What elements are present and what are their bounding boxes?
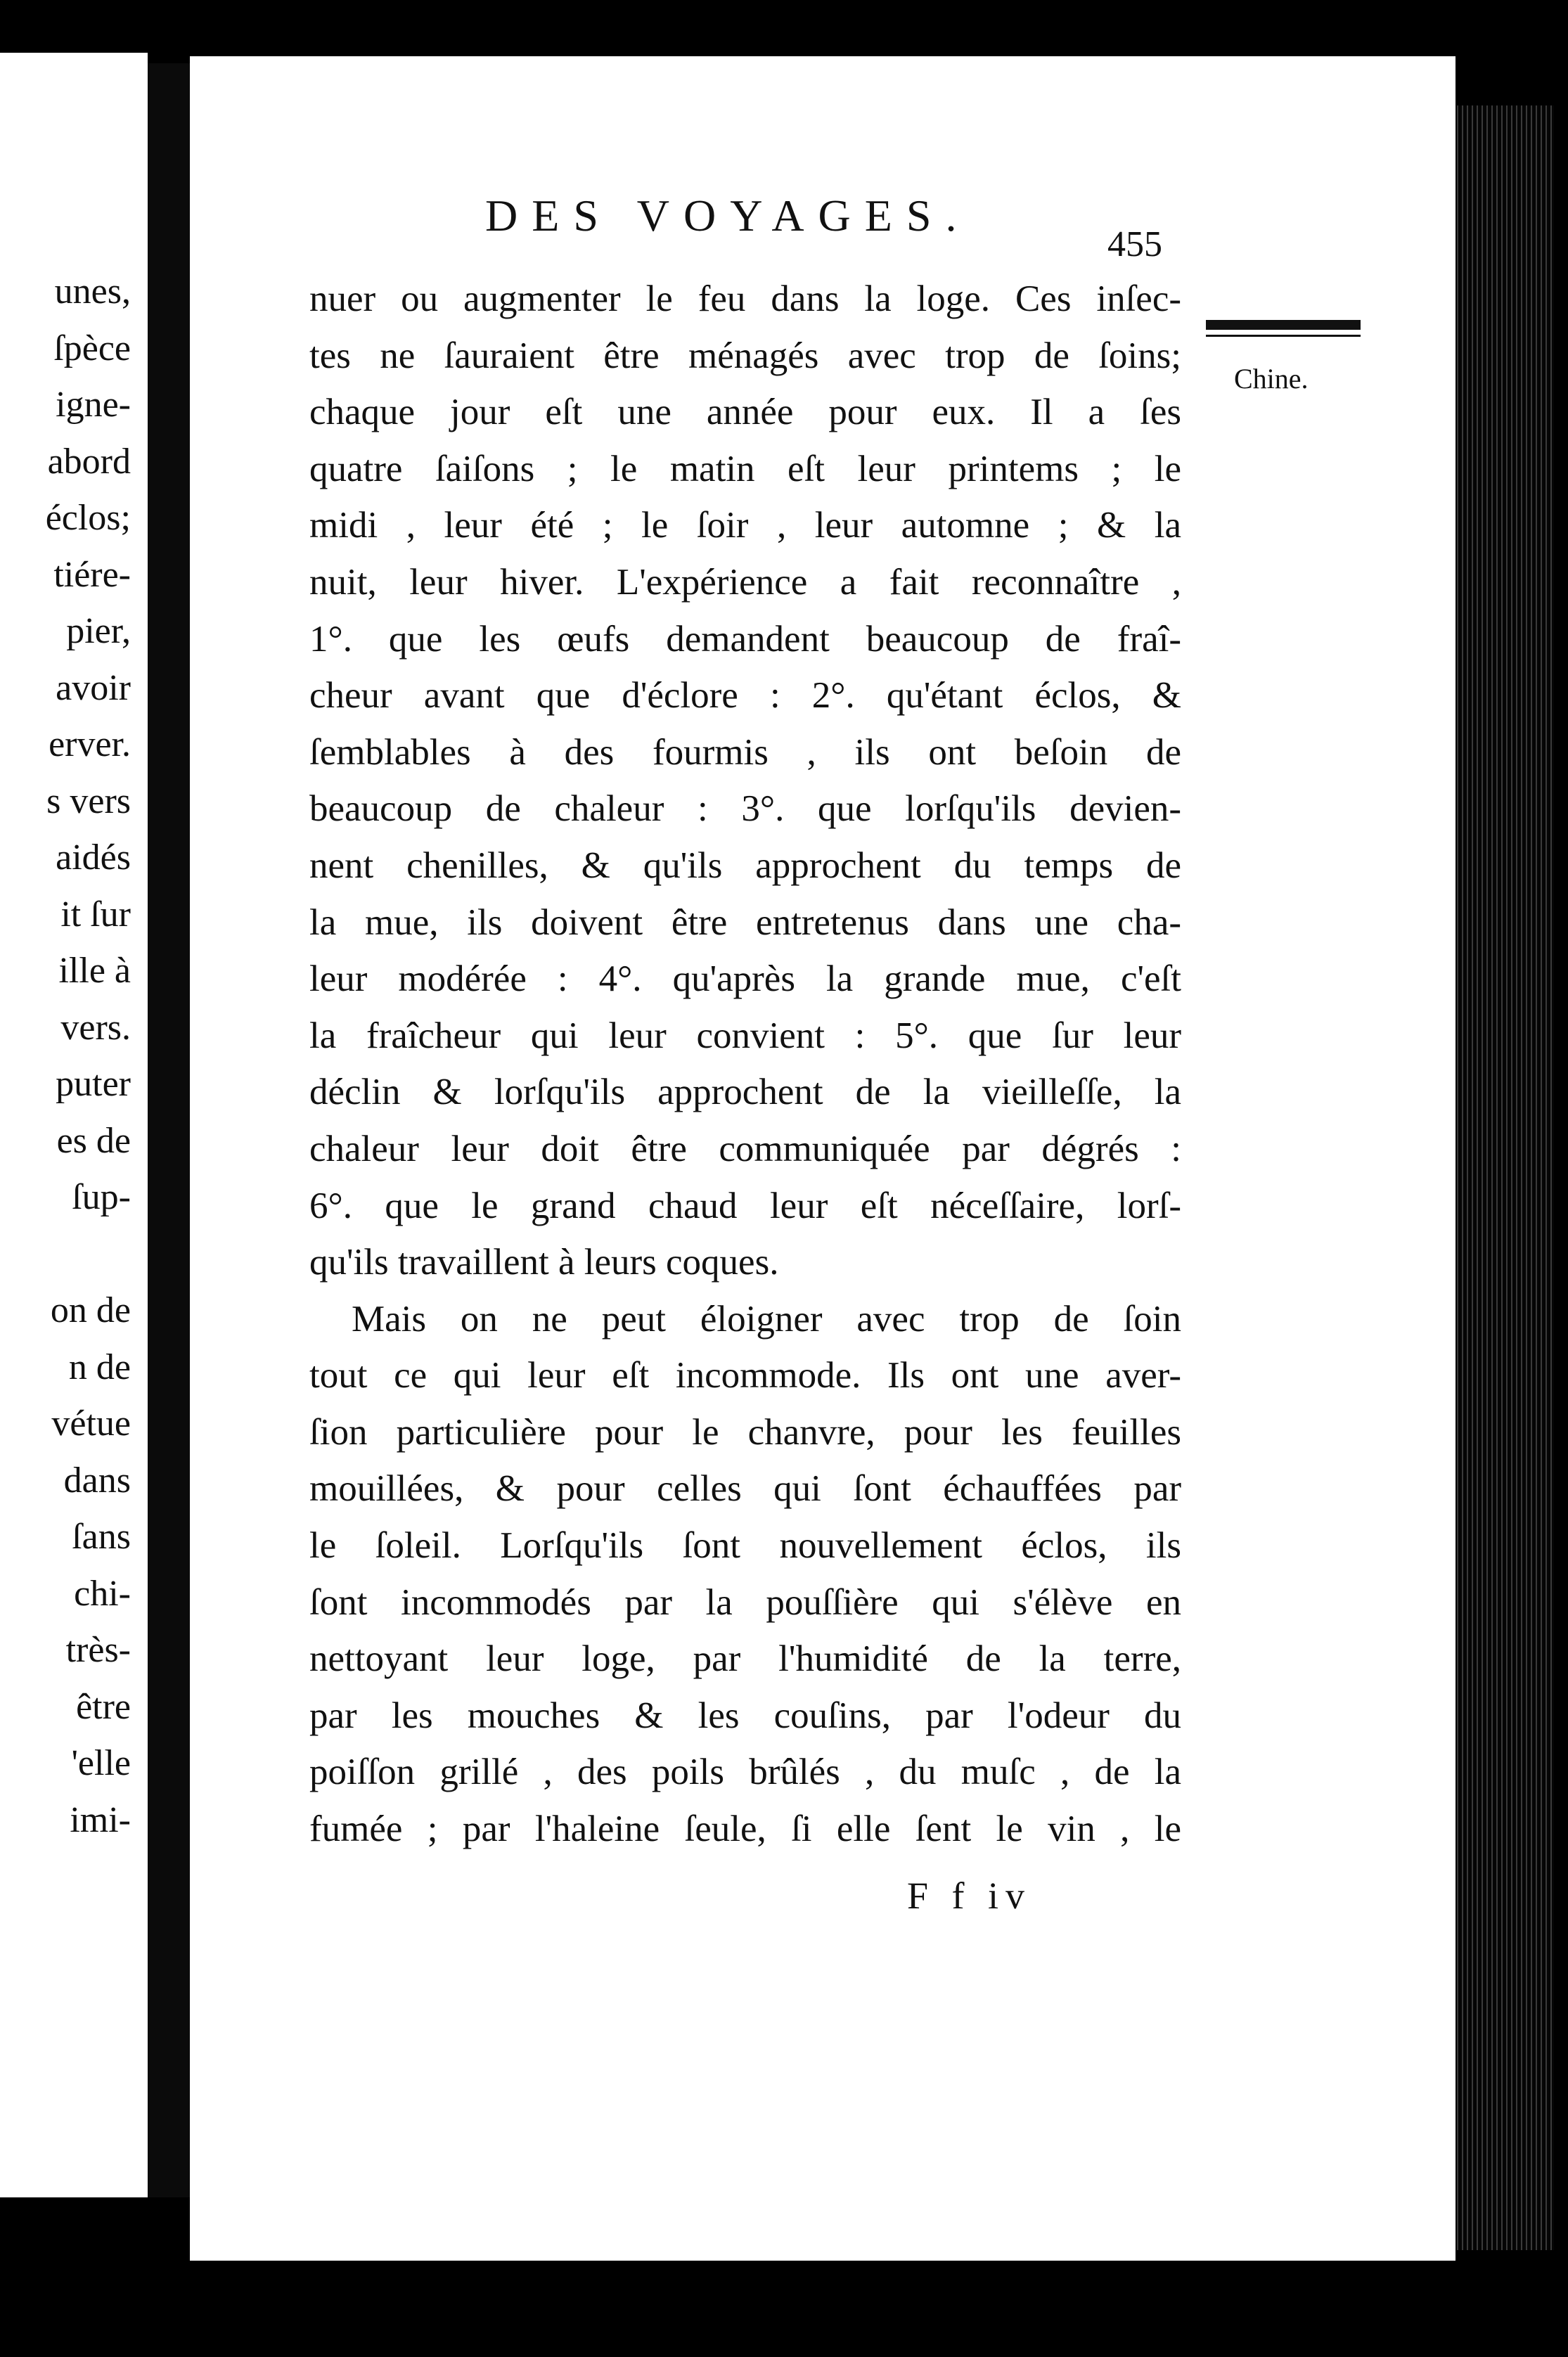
- text-line: nettoyant leur loge, par l'humidité de la terre,: [309, 1638, 1181, 1680]
- text-line: la fraîcheur qui leur convient : 5°. que ſur leur: [309, 1015, 1181, 1056]
- left-fragment: it ſur: [60, 894, 131, 935]
- text-line: midi , leur été ; le ſoir , leur automne ; & la: [309, 505, 1181, 546]
- running-head: DES VOYAGES.: [485, 191, 971, 240]
- left-fragment: chi-: [74, 1573, 131, 1614]
- left-fragment: abord: [47, 441, 131, 482]
- text-line: chaque jour eſt une année pour eux. Il a ſes: [309, 392, 1181, 433]
- body-text: [309, 271, 1181, 1858]
- left-fragment: avoir: [56, 667, 131, 708]
- book-gutter: [148, 63, 190, 2197]
- left-fragment: ſans: [72, 1517, 131, 1557]
- text-line: ſion particulière pour le chanvre, pour les feuilles: [309, 1411, 1181, 1453]
- page-fore-edge: [1448, 105, 1554, 2250]
- left-fragment: igne-: [56, 385, 131, 425]
- text-line: la mue, ils doivent être entretenus dans une cha-: [309, 901, 1181, 943]
- left-fragment: es de: [56, 1120, 131, 1161]
- left-fragment: erver.: [49, 724, 131, 764]
- left-fragment: n de: [68, 1347, 131, 1387]
- left-fragment: 'elle: [71, 1743, 131, 1783]
- text-line: leur modérée : 4°. qu'après la grande mue, c'eſt: [309, 958, 1181, 1000]
- text-line: ſont incommodés par la pouſſière qui s'élève en: [309, 1581, 1181, 1623]
- left-fragment: pier,: [66, 611, 131, 651]
- left-facing-page: [0, 53, 148, 2197]
- left-fragment: très-: [65, 1630, 131, 1670]
- text-line: nuit, leur hiver. L'expérience a fait reconnaître ,: [309, 561, 1181, 603]
- text-line: beaucoup de chaleur : 3°. que lorſqu'ils devien-: [309, 788, 1181, 830]
- left-fragment: ſup-: [72, 1177, 131, 1217]
- text-line: nuer ou augmenter le feu dans la loge. Ces inſec-: [309, 278, 1181, 319]
- text-line: tout ce qui leur eſt incommode. Ils ont une aver-: [309, 1355, 1181, 1396]
- text-line: chaleur leur doit être communiquée par dégrés :: [309, 1128, 1181, 1169]
- text-line: Mais on ne peut éloigner avec trop de ſoin: [352, 1298, 1181, 1340]
- left-fragment: unes,: [54, 271, 131, 312]
- text-line: tes ne ſauraient être ménagés avec trop de ſoins;: [309, 335, 1181, 376]
- left-fragment: être: [76, 1686, 131, 1727]
- text-line: qu'ils travaillent à leurs coques.: [309, 1242, 779, 1283]
- left-fragment: imi-: [70, 1799, 131, 1840]
- text-line: déclin & lorſqu'ils approchent de la vieilleſſe, la: [309, 1072, 1181, 1113]
- text-line: le ſoleil. Lorſqu'ils ſont nouvellement éclos, ils: [309, 1525, 1181, 1567]
- marginal-note: Chine.: [1234, 363, 1309, 394]
- left-fragment: vers.: [60, 1007, 131, 1048]
- text-line: 6°. que le grand chaud leur eſt néceſſaire, lorſ-: [309, 1185, 1181, 1226]
- left-fragment: ille à: [58, 951, 131, 991]
- left-fragment: vétue: [51, 1404, 131, 1444]
- signature-mark: F f iv: [907, 1875, 1032, 1917]
- left-fragment: aidés: [56, 837, 131, 878]
- left-fragment: puter: [56, 1064, 131, 1104]
- page-number: 455: [1107, 224, 1162, 264]
- text-line: ſemblables à des fourmis , ils ont beſoin de: [309, 731, 1181, 773]
- text-line: 1°. que les œufs demandent beaucoup de fraî-: [309, 618, 1181, 660]
- text-line: nent chenilles, & qu'ils approchent du temps de: [309, 844, 1181, 886]
- margin-rule: [1206, 320, 1361, 337]
- left-fragment: s vers: [46, 781, 131, 821]
- left-page-text-fragments: [46, 264, 131, 1849]
- text-line: fumée ; par l'haleine ſeule, ſi elle ſent le vin , le: [309, 1809, 1181, 1850]
- left-fragment: éclos;: [45, 498, 131, 538]
- text-line: mouillées, & pour celles qui ſont échauffées par: [309, 1468, 1181, 1510]
- left-fragment: ſpèce: [53, 328, 131, 368]
- text-line: poiſſon grillé , des poils brûlés , du muſc , de la: [309, 1752, 1181, 1793]
- left-fragment: tiére-: [53, 554, 131, 595]
- text-line: cheur avant que d'éclore : 2°. qu'étant éclos, &: [309, 675, 1181, 717]
- left-fragment-gap: [46, 1226, 131, 1283]
- left-fragment: on de: [50, 1290, 131, 1330]
- left-fragment: dans: [63, 1460, 131, 1501]
- text-line: par les mouches & les couſins, par l'odeur du: [309, 1695, 1181, 1736]
- text-line: quatre ſaiſons ; le matin eſt leur printems ; le: [309, 448, 1181, 489]
